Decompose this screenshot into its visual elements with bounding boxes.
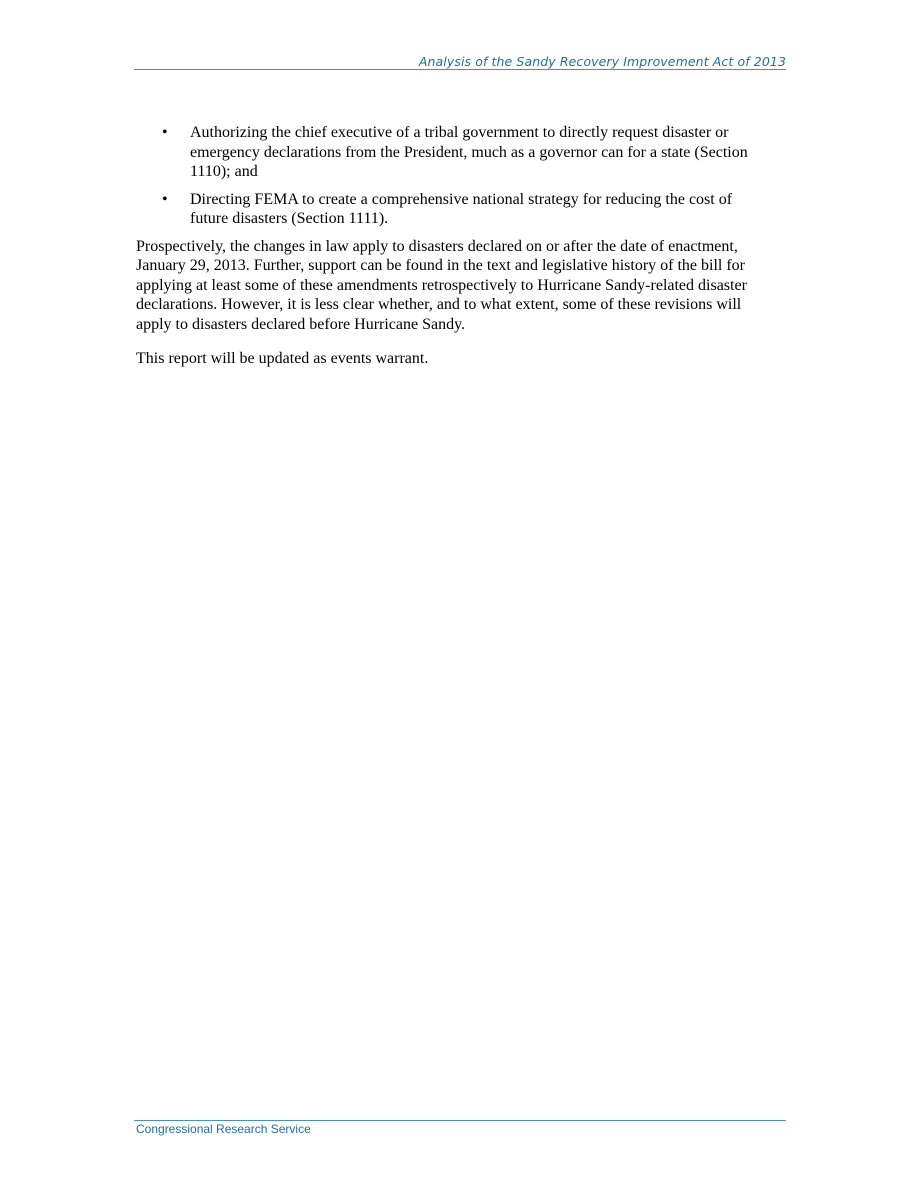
bullet-item-national-strategy bbox=[136, 190, 750, 229]
bullet-icon: • bbox=[162, 190, 168, 208]
paragraph-applicability: Prospectively, the changes in law apply to disasters declared on or after the date of enactment, January 29, 2013. Further, support can be found in the text and legislative history of the bill for applying at least some of these amendments retrospectively to Hurricane Sandy-related disaster declarations. However, it is less clear whether, and to what extent, some of these revisions will apply to disasters declared before Hurricane Sandy. bbox=[136, 237, 747, 333]
footer-rule bbox=[134, 1120, 786, 1121]
paragraph-update-note: This report will be updated as events warrant. bbox=[136, 350, 429, 367]
page-content bbox=[136, 123, 776, 384]
running-footer-publisher: Congressional Research Service bbox=[136, 1122, 311, 1136]
bullet-item-tribal-declarations bbox=[136, 123, 750, 182]
bullet-icon: • bbox=[162, 124, 168, 141]
bullet-text: Authorizing the chief executive of a tribal government to directly request disaster or emergency declarations from the President, much as a governor can for a state (Section 1110); and bbox=[190, 124, 748, 180]
header-rule bbox=[134, 69, 786, 70]
bullet-list bbox=[136, 123, 776, 229]
running-header-title: Analysis of the Sandy Recovery Improvement Act of 2013 bbox=[418, 54, 786, 69]
bullet-text: Directing FEMA to create a comprehensive national strategy for reducing the cost of future disasters (Section 1111). bbox=[190, 190, 733, 227]
